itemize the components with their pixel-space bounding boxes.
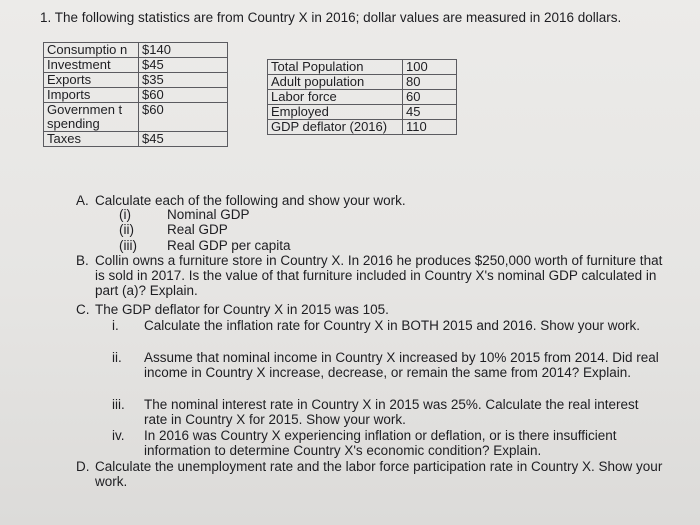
table-row: [44, 73, 228, 88]
table-cell-value: 110: [403, 120, 457, 135]
table-row: [268, 90, 457, 105]
table-row: [44, 58, 228, 73]
subitem-marker: (ii): [119, 222, 134, 237]
subitem-text: Calculate the inflation rate for Country X in BOTH 2015 and 2016. Show your work.: [144, 318, 641, 333]
table-cell-value: $60: [139, 103, 228, 132]
subitem-marker: ii.: [112, 350, 122, 365]
question-intro: 1. The following statistics are from Country X in 2016; dollar values are measured in 2016 dollars.: [40, 10, 622, 25]
table-cell-value: $140: [139, 43, 228, 58]
question-marker: A.: [76, 193, 89, 208]
table-cell-value: 45: [403, 105, 457, 120]
table-cell-label: Exports: [44, 73, 139, 88]
table-cell-value: $45: [139, 58, 228, 73]
table-cell-value: 100: [403, 60, 457, 75]
spending-table: [43, 42, 228, 147]
subitem-text: Nominal GDP: [167, 207, 250, 222]
table-cell-label: Governmen t spending: [44, 103, 139, 132]
table-cell-label: GDP deflator (2016): [268, 120, 403, 135]
subitem-text: Assume that nominal income in Country X increased by 10% 2015 from 2014. Did real income in Country X increase, decrease, or remain the same from 2014? Explain.: [144, 350, 659, 380]
table-cell-label: Total Population: [268, 60, 403, 75]
table-row: [44, 103, 228, 132]
subitem-marker: (iii): [119, 238, 137, 253]
subitem-marker: (i): [119, 207, 131, 222]
question-marker: C.: [76, 302, 90, 317]
table-cell-label: Taxes: [44, 132, 139, 147]
question-text: Calculate each of the following and show your work.: [95, 193, 406, 208]
subitem-marker: iv.: [112, 428, 125, 443]
table-cell-value: $35: [139, 73, 228, 88]
question-text: The GDP deflator for Country X in 2015 was 105.: [95, 302, 389, 317]
table-cell-value: $45: [139, 132, 228, 147]
subitem-marker: i.: [112, 318, 119, 333]
subitem-text: In 2016 was Country X experiencing inflation or deflation, or is there insufficient information to determine Country X's economic condition? Explain.: [144, 428, 617, 458]
table-row: [268, 105, 457, 120]
table-cell-value: 80: [403, 75, 457, 90]
question-marker: D.: [76, 459, 90, 474]
question-text: Collin owns a furniture store in Country X. In 2016 he produces $250,000 worth of furniture that is sold in 2017. Is the value of that furniture included in Country X's nominal GDP calculated in part (a)? Explain.: [95, 253, 663, 298]
table-row: [268, 60, 457, 75]
table-row: [44, 132, 228, 147]
subitem-text: Real GDP per capita: [167, 238, 291, 253]
table-row: [44, 88, 228, 103]
table-cell-value: 60: [403, 90, 457, 105]
population-table: [267, 59, 457, 135]
subitem-text: Real GDP: [167, 222, 228, 237]
table-row: [268, 75, 457, 90]
question-marker: B.: [76, 253, 89, 268]
table-cell-label: Employed: [268, 105, 403, 120]
table-row: [44, 43, 228, 58]
table-cell-label: Investment: [44, 58, 139, 73]
table-cell-label: Labor force: [268, 90, 403, 105]
table-cell-value: $60: [139, 88, 228, 103]
table-cell-label: Consumptio n: [44, 43, 139, 58]
table-row: [268, 120, 457, 135]
table-cell-label: Imports: [44, 88, 139, 103]
table-cell-label: Adult population: [268, 75, 403, 90]
question-text: Calculate the unemployment rate and the labor force participation rate in Country X. Show your work.: [95, 459, 663, 489]
subitem-text: The nominal interest rate in Country X in 2015 was 25%. Calculate the real interest rate in Country X for 2015. Show your work.: [144, 397, 639, 427]
subitem-marker: iii.: [112, 397, 125, 412]
